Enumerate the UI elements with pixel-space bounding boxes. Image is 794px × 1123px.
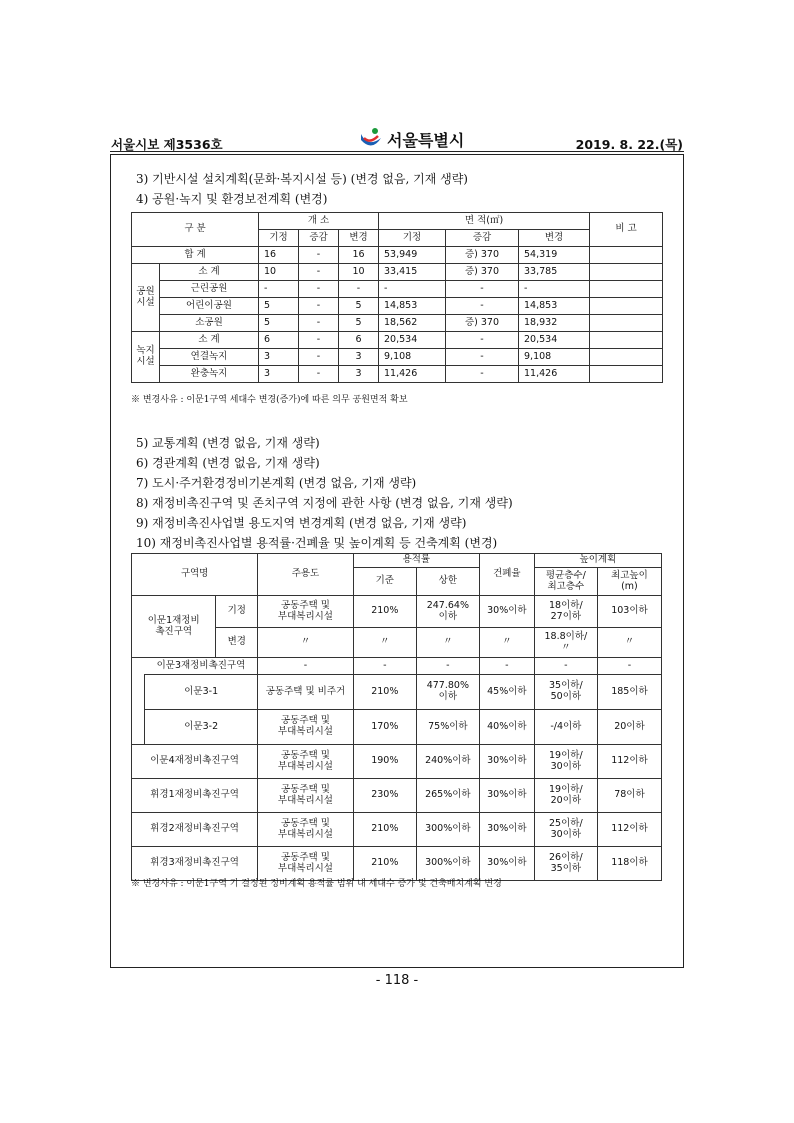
- cell: 112이하: [597, 813, 661, 847]
- zone-imun1: 이문1재정비 촉진구역: [132, 596, 216, 658]
- header-use: 주용도: [258, 554, 354, 596]
- cell: 3: [339, 366, 379, 383]
- logo-text: 서울특별시: [387, 130, 465, 150]
- cell: 20,534: [379, 332, 446, 349]
- cell: 53,949: [379, 247, 446, 264]
- cell: 300%이하: [416, 847, 479, 881]
- cell: 5: [339, 315, 379, 332]
- cell: 300%이하: [416, 813, 479, 847]
- cell: 〃: [353, 628, 416, 658]
- cell: 14,853: [519, 298, 590, 315]
- zone-imun3: 이문3재정비촉진구역: [145, 658, 258, 675]
- section-9: 9) 재정비촉진사업별 용도지역 변경계획 (변경 없음, 기재 생략): [136, 516, 467, 530]
- cell: 3: [259, 349, 299, 366]
- building-plan-table: [131, 553, 662, 881]
- section-5: 5) 교통계획 (변경 없음, 기재 생략): [136, 436, 320, 450]
- cell: 3: [339, 349, 379, 366]
- section-7: 7) 도시·주거환경정비기본계획 (변경 없음, 기재 생략): [136, 476, 417, 490]
- cell: 240%이하: [416, 745, 479, 779]
- cell: 477.80% 이하: [416, 675, 479, 710]
- zone-name: 휘경2재정비촉진구역: [132, 813, 258, 847]
- header-avg-floor: 평균층수/ 최고층수: [534, 568, 597, 596]
- cell: 공동주택 및 부대복리시설: [258, 813, 354, 847]
- cell: 6: [339, 332, 379, 349]
- cell: 증) 370: [446, 247, 519, 264]
- row-label: 완충녹지: [160, 366, 259, 383]
- cell: 3: [259, 366, 299, 383]
- cell: 5: [259, 315, 299, 332]
- cell: 30%이하: [479, 813, 534, 847]
- cell: 30%이하: [479, 779, 534, 813]
- table-row: [132, 366, 663, 383]
- header-area-after: 변경: [519, 230, 590, 247]
- cell: 19이하/ 20이하: [534, 779, 597, 813]
- header-bcr: 건폐율: [479, 554, 534, 596]
- cell: -: [299, 366, 339, 383]
- section-8: 8) 재정비촉진구역 및 존치구역 지정에 관한 사항 (변경 없음, 기재 생략): [136, 496, 513, 510]
- table-row: [132, 596, 662, 628]
- header-note: 비 고: [590, 213, 663, 247]
- group-label-park: 공원 시설: [132, 264, 160, 332]
- section-6: 6) 경관계획 (변경 없음, 기재 생략): [136, 456, 320, 470]
- cell: 18.8이하/ 〃: [534, 628, 597, 658]
- cell: 230%: [353, 779, 416, 813]
- table-row: [132, 710, 662, 745]
- table2-note: ※ 변경사유 : 이문1구역 기 결정된 정비계획 용적률 범위 내 세대수 증가 및 건축배치계획 변경: [131, 879, 502, 889]
- row-label: 근린공원: [160, 281, 259, 298]
- cell: -: [299, 332, 339, 349]
- cell: [590, 247, 663, 264]
- cell: -: [299, 281, 339, 298]
- header-count: 개 소: [259, 213, 379, 230]
- cell: -: [353, 658, 416, 675]
- cell: 9,108: [519, 349, 590, 366]
- cell: -: [339, 281, 379, 298]
- table-row: [132, 264, 663, 281]
- cell: -: [446, 366, 519, 383]
- cell: 20이하: [597, 710, 661, 745]
- cell: -: [416, 658, 479, 675]
- row-label: 연결녹지: [160, 349, 259, 366]
- cell: [590, 264, 663, 281]
- section-10: 10) 재정비촉진사업별 용적률·건폐율 및 높이계획 등 건축계획 (변경): [136, 536, 498, 550]
- table1-note: ※ 변경사유 : 이문1구역 세대수 변경(증가)에 따른 의무 공원면적 확보: [131, 395, 408, 405]
- cell: 6: [259, 332, 299, 349]
- cell: 〃: [258, 628, 354, 658]
- table-row: [132, 332, 663, 349]
- zone-name: 이문4재정비촉진구역: [132, 745, 258, 779]
- row-label: 소 계: [160, 332, 259, 349]
- table-row: [132, 298, 663, 315]
- table-row: [132, 658, 662, 675]
- cell: -: [299, 247, 339, 264]
- cell: -: [519, 281, 590, 298]
- cell: 〃: [597, 628, 661, 658]
- cell: 〃: [416, 628, 479, 658]
- cell: -: [446, 349, 519, 366]
- table-row: [132, 349, 663, 366]
- cell: 210%: [353, 675, 416, 710]
- zone-name: 휘경3재정비촉진구역: [132, 847, 258, 881]
- cell: [590, 315, 663, 332]
- cell: -: [299, 298, 339, 315]
- cell: 〃: [479, 628, 534, 658]
- table-row: [132, 745, 662, 779]
- cell: 11,426: [519, 366, 590, 383]
- cell: 265%이하: [416, 779, 479, 813]
- cell: 35이하/ 50이하: [534, 675, 597, 710]
- cell: 증) 370: [446, 315, 519, 332]
- row-sublabel: 변경: [216, 628, 258, 658]
- cell: 11,426: [379, 366, 446, 383]
- cell: 25이하/ 30이하: [534, 813, 597, 847]
- bulletin-issue: 서울시보 제3536호: [111, 137, 223, 152]
- cell: 18이하/ 27이하: [534, 596, 597, 628]
- cell: 185이하: [597, 675, 661, 710]
- cell: [590, 366, 663, 383]
- cell: 16: [339, 247, 379, 264]
- cell: 18,562: [379, 315, 446, 332]
- table-row: [132, 315, 663, 332]
- row-sublabel: 기정: [216, 596, 258, 628]
- cell: 5: [259, 298, 299, 315]
- cell: 40%이하: [479, 710, 534, 745]
- header-gubun: 구 분: [132, 213, 259, 247]
- section-3: 3) 기반시설 설치계획(문화·복지시설 등) (변경 없음, 기재 생략): [136, 172, 468, 186]
- cell: 54,319: [519, 247, 590, 264]
- header-count-change: 증감: [299, 230, 339, 247]
- cell: 118이하: [597, 847, 661, 881]
- row-label: 어린이공원: [160, 298, 259, 315]
- header-divider: [110, 151, 684, 152]
- cell: -: [379, 281, 446, 298]
- cell: 18,932: [519, 315, 590, 332]
- header-height: 높이계획: [534, 554, 661, 568]
- header-max-height: 최고높이 (m): [597, 568, 661, 596]
- cell: 103이하: [597, 596, 661, 628]
- cell: 78이하: [597, 779, 661, 813]
- cell: -: [534, 658, 597, 675]
- cell: 210%: [353, 596, 416, 628]
- cell: -: [446, 281, 519, 298]
- header-area-change: 증감: [446, 230, 519, 247]
- cell: 247.64% 이하: [416, 596, 479, 628]
- row-label: 소 계: [160, 264, 259, 281]
- header-zone: 구역명: [132, 554, 258, 596]
- cell: 공동주택 및 부대복리시설: [258, 779, 354, 813]
- cell: 공동주택 및 부대복리시설: [258, 596, 354, 628]
- cell: 30%이하: [479, 847, 534, 881]
- cell: 9,108: [379, 349, 446, 366]
- indent-spacer: [132, 675, 145, 745]
- cell: 210%: [353, 847, 416, 881]
- header-far: 용적률: [353, 554, 479, 568]
- cell: 170%: [353, 710, 416, 745]
- row-label: 소공원: [160, 315, 259, 332]
- table-row: [132, 813, 662, 847]
- header-count-before: 기정: [259, 230, 299, 247]
- cell: 20,534: [519, 332, 590, 349]
- seoul-logo: [358, 126, 464, 152]
- cell: 33,415: [379, 264, 446, 281]
- cell: [590, 298, 663, 315]
- zone-imun3-1: 이문3-1: [145, 675, 258, 710]
- cell: -: [597, 658, 661, 675]
- cell: -: [299, 264, 339, 281]
- cell: 16: [259, 247, 299, 264]
- header-far-base: 기준: [353, 568, 416, 596]
- cell: 19이하/ 30이하: [534, 745, 597, 779]
- cell: -: [446, 332, 519, 349]
- header-count-after: 변경: [339, 230, 379, 247]
- cell: 공동주택 및 부대복리시설: [258, 710, 354, 745]
- zone-name: 휘경1재정비촉진구역: [132, 779, 258, 813]
- table-row: [132, 281, 663, 298]
- cell: 10: [339, 264, 379, 281]
- table-row: [132, 675, 662, 710]
- cell: -: [258, 658, 354, 675]
- cell: 30%이하: [479, 745, 534, 779]
- cell: 210%: [353, 813, 416, 847]
- cell: 공동주택 및 부대복리시설: [258, 847, 354, 881]
- cell: 112이하: [597, 745, 661, 779]
- cell: [590, 281, 663, 298]
- cell: 30%이하: [479, 596, 534, 628]
- row-label: 합 계: [132, 247, 259, 264]
- zone-imun3-2: 이문3-2: [145, 710, 258, 745]
- cell: -: [446, 298, 519, 315]
- park-green-table: [131, 212, 663, 383]
- group-label-green: 녹지 시설: [132, 332, 160, 383]
- cell: -: [299, 315, 339, 332]
- indent-spacer: [132, 658, 145, 675]
- table-row: [132, 779, 662, 813]
- cell: 10: [259, 264, 299, 281]
- cell: 5: [339, 298, 379, 315]
- header-area: 면 적(㎡): [379, 213, 590, 230]
- header-area-before: 기정: [379, 230, 446, 247]
- cell: 공동주택 및 부대복리시설: [258, 745, 354, 779]
- cell: 26이하/ 35이하: [534, 847, 597, 881]
- cell: 증) 370: [446, 264, 519, 281]
- bulletin-date: 2019. 8. 22.(목): [575, 137, 683, 152]
- cell: 공동주택 및 비주거: [258, 675, 354, 710]
- cell: 45%이하: [479, 675, 534, 710]
- table-row: [132, 247, 663, 264]
- cell: -: [299, 349, 339, 366]
- seoul-emblem-icon: [358, 126, 384, 152]
- cell: -/4이하: [534, 710, 597, 745]
- cell: 75%이하: [416, 710, 479, 745]
- cell: -: [479, 658, 534, 675]
- section-4: 4) 공원·녹지 및 환경보전계획 (변경): [136, 192, 328, 206]
- cell: 14,853: [379, 298, 446, 315]
- cell: -: [259, 281, 299, 298]
- cell: 33,785: [519, 264, 590, 281]
- cell: [590, 332, 663, 349]
- header-far-max: 상한: [416, 568, 479, 596]
- cell: 190%: [353, 745, 416, 779]
- page-number: - 118 -: [375, 973, 419, 988]
- cell: [590, 349, 663, 366]
